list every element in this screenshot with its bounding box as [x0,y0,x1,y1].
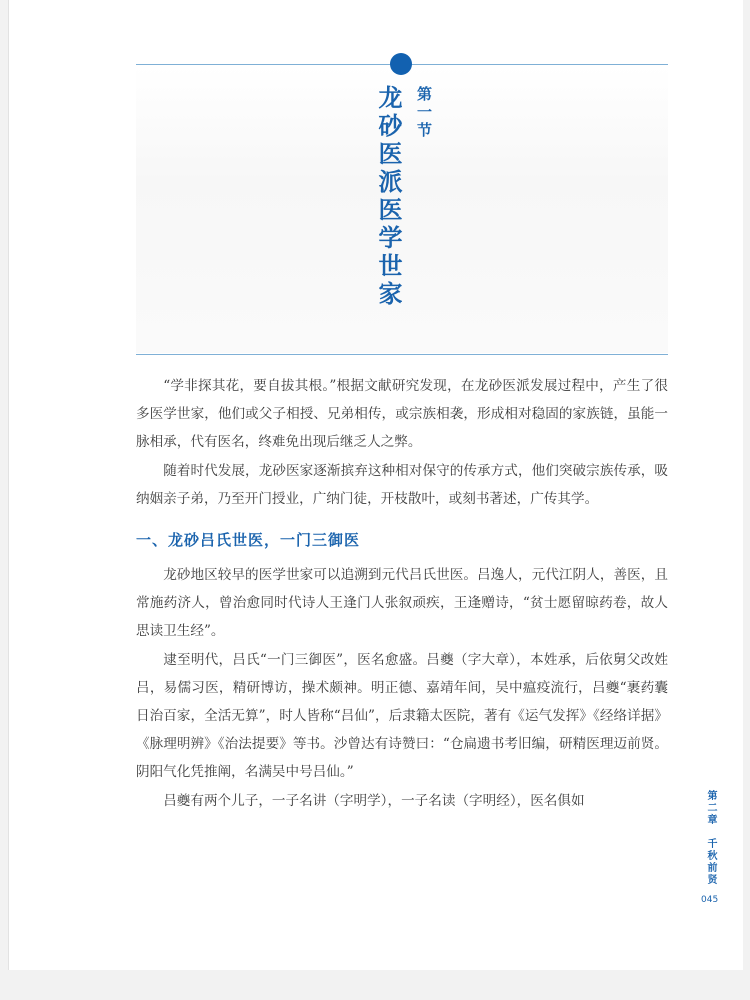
subheading: 一、龙砂吕氏世医，一门三御医 [136,531,361,550]
page-number: 045 [701,895,719,905]
paragraph: 龙砂地区较早的医学世家可以追溯到元代吕氏世医。吕逸人，元代江阴人，善医，且常施药济人，曾治愈同时代诗人王逢门人张叙顽疾，王逢赠诗，“贫士愿留晾药卷，故人思读卫生经”。 [136,567,668,640]
paragraph: “学非探其花，要自拔其根。”根据文献研究发现，在龙砂医派发展过程中，产生了很多医学世家，他们或父子相授、兄弟相传，或宗族相袭，形成相对稳固的家族链，虽能一脉相承，代有医名，终难免出现后继乏人之弊。 [136,378,668,451]
chapter-side-label: 第二章 千秋前贤 [705,790,716,886]
bottom-rule [136,354,668,355]
paragraph: 随着时代发展，龙砂医家逐渐摈弃这种相对保守的传承方式，他们突破宗族传承，吸纳姻亲子弟，乃至开门授业，广纳门徒，开枝散叶，或刻书著述，广传其学。 [136,462,668,507]
body-text [136,372,668,815]
paragraph: 逮至明代，吕氏“一门三御医”，医名愈盛。吕夔（字大章），本姓承，后依舅父改姓吕，易儒习医，精研博访，操术颇神。明正德、嘉靖年间，吴中瘟疫流行，吕夔“裹药囊日治百家，全活无算”，时人皆称“吕仙”，后隶籍太医院，著有《运气发挥》《经络详据》《脉理明辨》《治法提要》等书。沙曾达有诗赞曰：“仓扁遗书考旧编，研精医理迈前贤。阴阳气化凭推阐，名满吴中号吕仙。” [136,651,668,781]
section-number: 第一节 [415,86,433,140]
section-dot [390,53,412,75]
section-title: 龙砂医派医学世家 [374,85,403,309]
book-page [8,0,743,970]
paragraph: 吕夔有两个儿子，一子名讲（字明学），一子名读（字明经），医名俱如 [163,792,585,809]
